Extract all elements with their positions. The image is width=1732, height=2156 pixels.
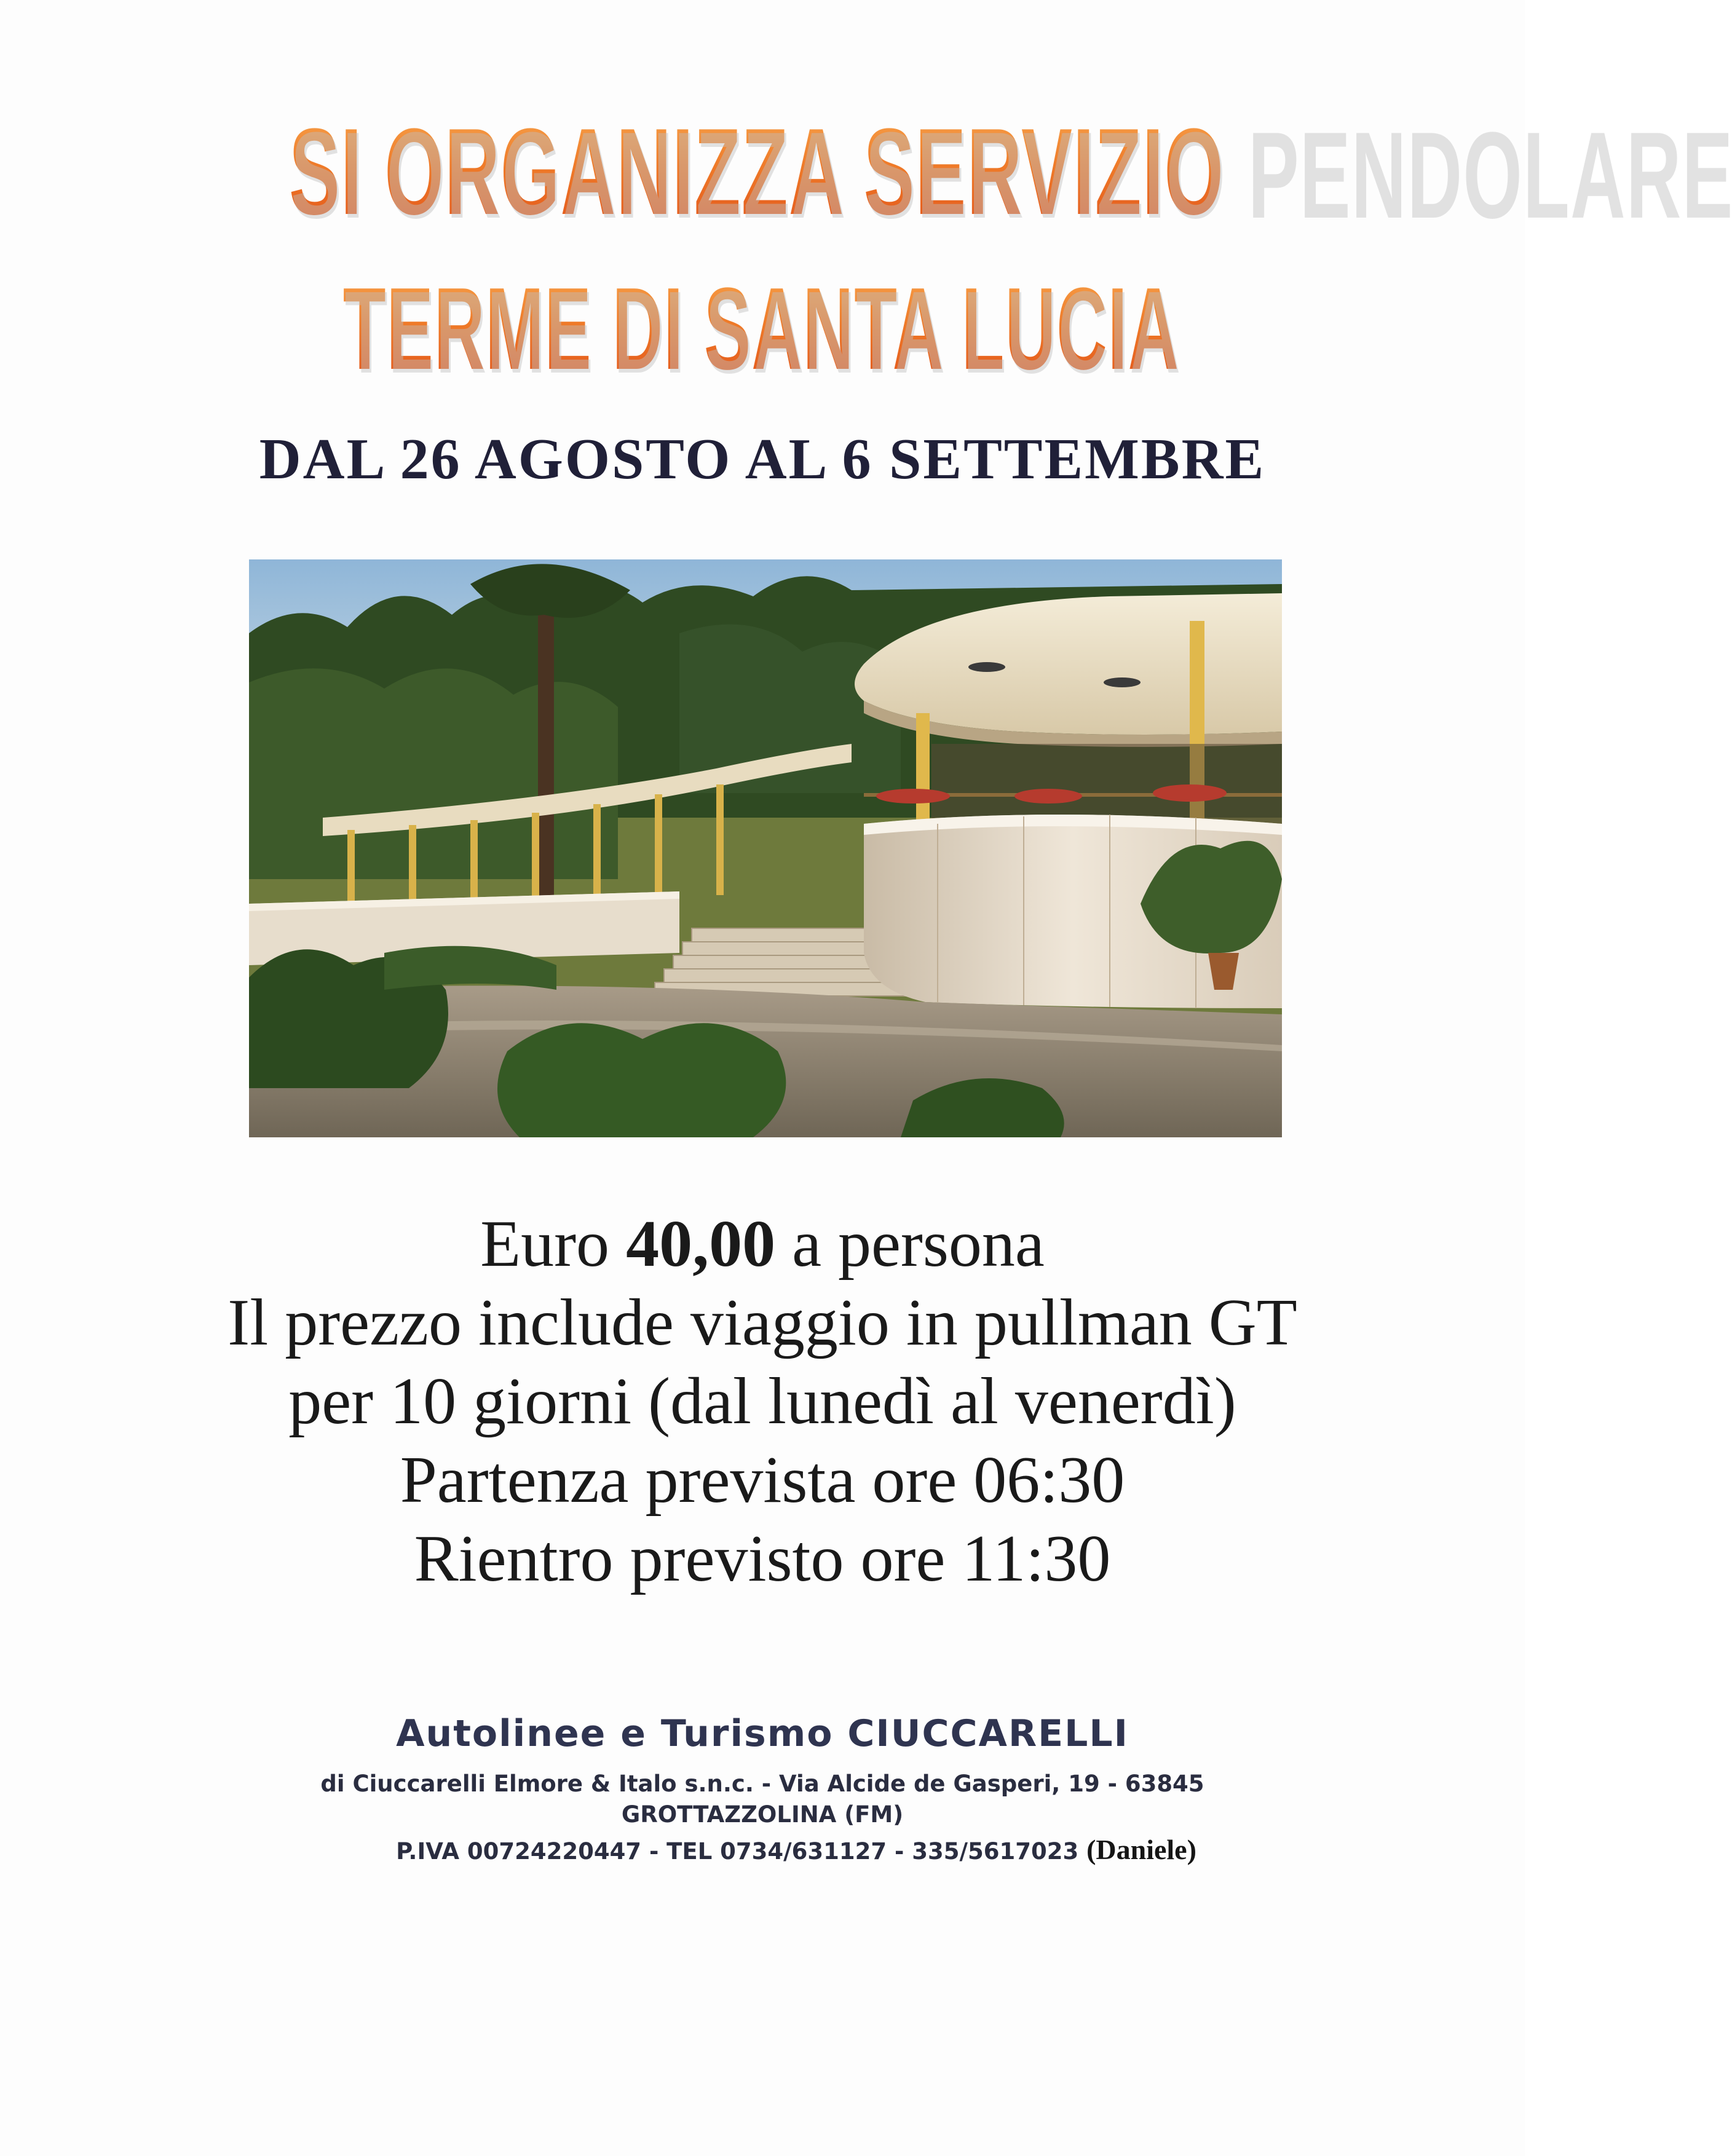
- terme-photo: [249, 559, 1282, 1137]
- date-middle: AGOSTO AL: [461, 427, 842, 491]
- company-city: GROTTAZZOLINA (FM): [621, 1801, 904, 1828]
- duration-line: per 10 giorni (dal lunedì al venerdì): [288, 1365, 1236, 1438]
- company-name: Autolinee e Turismo CIUCCARELLI: [396, 1712, 1129, 1755]
- date-start-day: 26: [400, 427, 462, 491]
- company-owners-address: di Ciuccarelli Elmore & Italo s.n.c. - Via Alcide de Gasperi, 19 - 63845: [320, 1771, 1204, 1797]
- headline-line-1: SI ORGANIZZA SERVIZIO PENDOLARE: [289, 103, 1732, 240]
- date-suffix: SETTEMBRE: [872, 427, 1266, 491]
- price-line: [0, 1205, 1525, 1284]
- includes-line: Il prezzo include viaggio in pullman GT: [227, 1286, 1297, 1359]
- price-amount: 40,00: [626, 1207, 776, 1281]
- date-end-day: 6: [842, 427, 873, 491]
- contact-name: (Daniele): [1086, 1834, 1196, 1865]
- price-suffix: a persona: [775, 1207, 1045, 1281]
- offer-details: [0, 1205, 1525, 1598]
- date-prefix: DAL: [259, 427, 400, 491]
- date-range: [0, 427, 1525, 491]
- company-vat-phone: P.IVA 00724220447 - TEL 0734/631127 - 335/5617023: [396, 1838, 1087, 1865]
- price-prefix: Euro: [480, 1207, 627, 1281]
- departure-line: Partenza prevista ore 06:30: [400, 1443, 1125, 1517]
- headline-line-2: TERME DI SANTA LUCIA: [304, 270, 1219, 387]
- terme-photo-illustration: [249, 559, 1282, 1137]
- company-vat-phone-line: [0, 1833, 1525, 1866]
- return-line: Rientro previsto ore 11:30: [414, 1522, 1111, 1595]
